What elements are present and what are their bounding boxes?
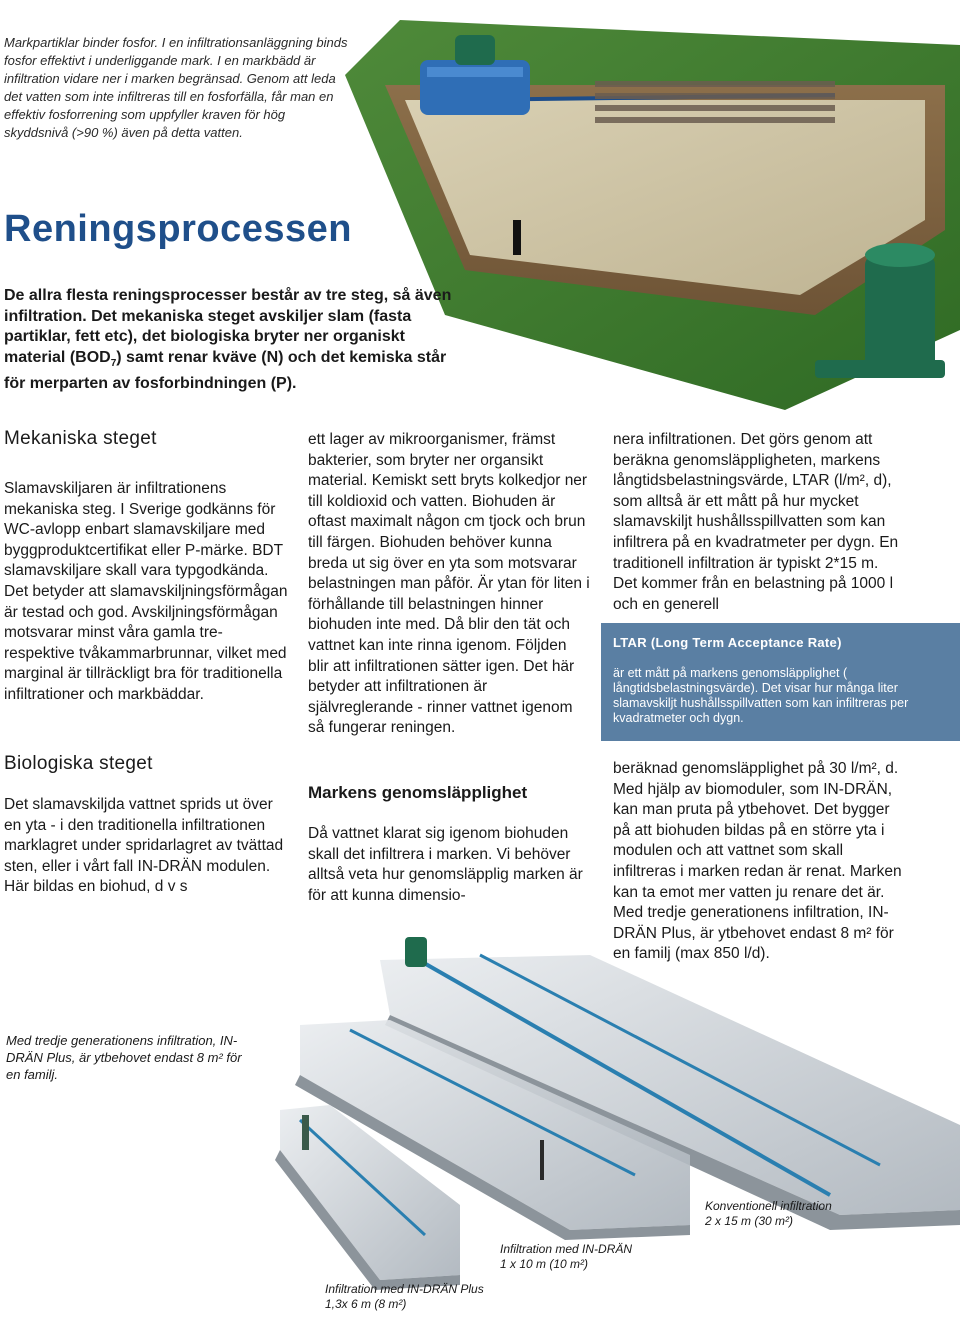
label-indran-line2: 1 x 10 m (10 m²) [500,1257,589,1271]
label-konventionell [705,1199,832,1229]
label-indran-line1: Infiltration med IN-DRÄN [500,1242,633,1256]
lead-paragraph [4,286,464,395]
label-indran-plus-line2: 1,3x 6 m (8 m²) [325,1297,407,1311]
bottom-caption: Med tredje generationens infiltration, IN-DRÄN Plus, är ytbehovet endast 8 m² för en familj. [6,1033,242,1082]
label-konventionell-line1: Konventionell infiltration [705,1199,832,1213]
biologiska-text: Det slamavskiljda vattnet sprids ut över en yta - i den traditionella infiltrationen marklagret under spridarlagret av tvättad sten, eller i vårt fall IN-DRÄN modulen. Här bildas en biohud, d v s [4,796,284,896]
page-title: Reningsprocessen [4,208,352,250]
col2-text: ett lager av mikroorganismer, främst bakterier, som bryter ner organsikt material. Kemiskt sett bryts kolkedjor ner till koldioxid och vatten. Biohuden är oftast maximalt någon cm tjock och brun till färgen. Biohuden behöver kunna breda ut sig över en yta som motsvarar belastningen man påför. Är ytan för liten i förhållande till belastningen hinner biohuden inte med. Då blir den tät och vattnet kan inte rinna igenom. Följden blir att infiltrationen sätter igen. Det här betyder att infiltrationen är självreglerande - rinner vattnet igenom så fungerar reningen. [308,431,590,737]
mekaniska-heading: Mekaniska steget [4,428,157,449]
label-konventionell-line2: 2 x 15 m (30 m²) [705,1214,794,1228]
biologiska-heading: Biologiska steget [4,753,153,774]
col3-text2: beräknad genomsläpplighet på 30 l/m², d. Med hjälp av biomoduler, som IN-DRÄN, kan man pruta på ytbehovet. Det bygger på att biohuden bildas på en större yta i modulen och att vattnet som skall infiltreras i marken redan är renat. Marken kan ta emot mer vatten ju renare det är. Med tredje generationens infiltration, IN-DRÄN Plus, är ytbehovet endast 8 m² för en familj (max 850 l/d). [613,760,902,963]
top-caption: Markpartiklar binder fosfor. I en infiltrationsanläggning binds fosfor effektivt i underliggande mark. I en markbädd är infiltration vidare ner i marken begränsad. Genom att leda det vatten som inte infiltreras till en fosforfälla, får man en effektiv fosforrening som uppfyller kraven för hög skyddsnivå (>90 %) även på detta vatten. [4,35,348,140]
lead-text-start: De allra flesta reningsprocesser består av tre steg, så även infiltration. Det mekaniska steget avskiljer slam (fasta partiklar, fett etc), det biologiska bryter ner organiskt material (BOD [4,287,452,366]
lead-text-end: ) samt renar kväve (N) och det kemiska står för merparten av fosforbindningen (P). [4,348,447,393]
col2-text2: Då vattnet klarat sig igenom biohuden skall det infiltrera i marken. Vi behöver alltså veta hur genomsläpplig marken är för att kunna dimensio- [308,825,583,904]
label-indran [500,1242,632,1272]
mekaniska-text: Slamavskiljaren är infiltrationens mekaniska steg. I Sverige godkänns för WC-avlopp enbart slamavskiljare med byggproduktcertifikat eller P-märke. BDT slamavskiljare skall vara typgodkända. Det betyder att slamavskiljningsförmågan är testad och god. Avskiljningsförmågan motsvarar minst våra gamla tre- respektive tvåkammarbrunnar, vilket med marginal är tillräckligt bra för traditionella infiltrationer och markbäddar. [4,480,288,703]
label-indran-plus [325,1282,484,1312]
ltar-info-text: är ett mått på markens genomsläpplighet ( långtidsbelastningsvärde). Det visar hur många liter slamavskiljt hushållsspillvatten som kan infiltreras per kvadratmeter och dygn. [613,666,909,725]
col3-text: nera infiltrationen. Det görs genom att beräkna genomsläppligheten, markens långtidsbelastningsvärde, LTAR (l/m², d), som alltså är ett mått på hur mycket slamavskiljt hushållsspillvatten som kan infiltrera på en kvadratmeter per dygn. En traditionell infiltration är typiskt 2*15 m. Det kommer från en belastning på 1000 l och en generell [613,431,899,613]
label-indran-plus-line1: Infiltration med IN-DRÄN Plus [325,1282,484,1296]
ltar-info-box [601,623,960,741]
ltar-info-heading: LTAR (Long Term Acceptance Rate) [613,635,842,650]
lead-subscript: 7 [110,357,117,369]
markens-genomslapplighet-heading: Markens genomsläpplighet [308,783,528,802]
